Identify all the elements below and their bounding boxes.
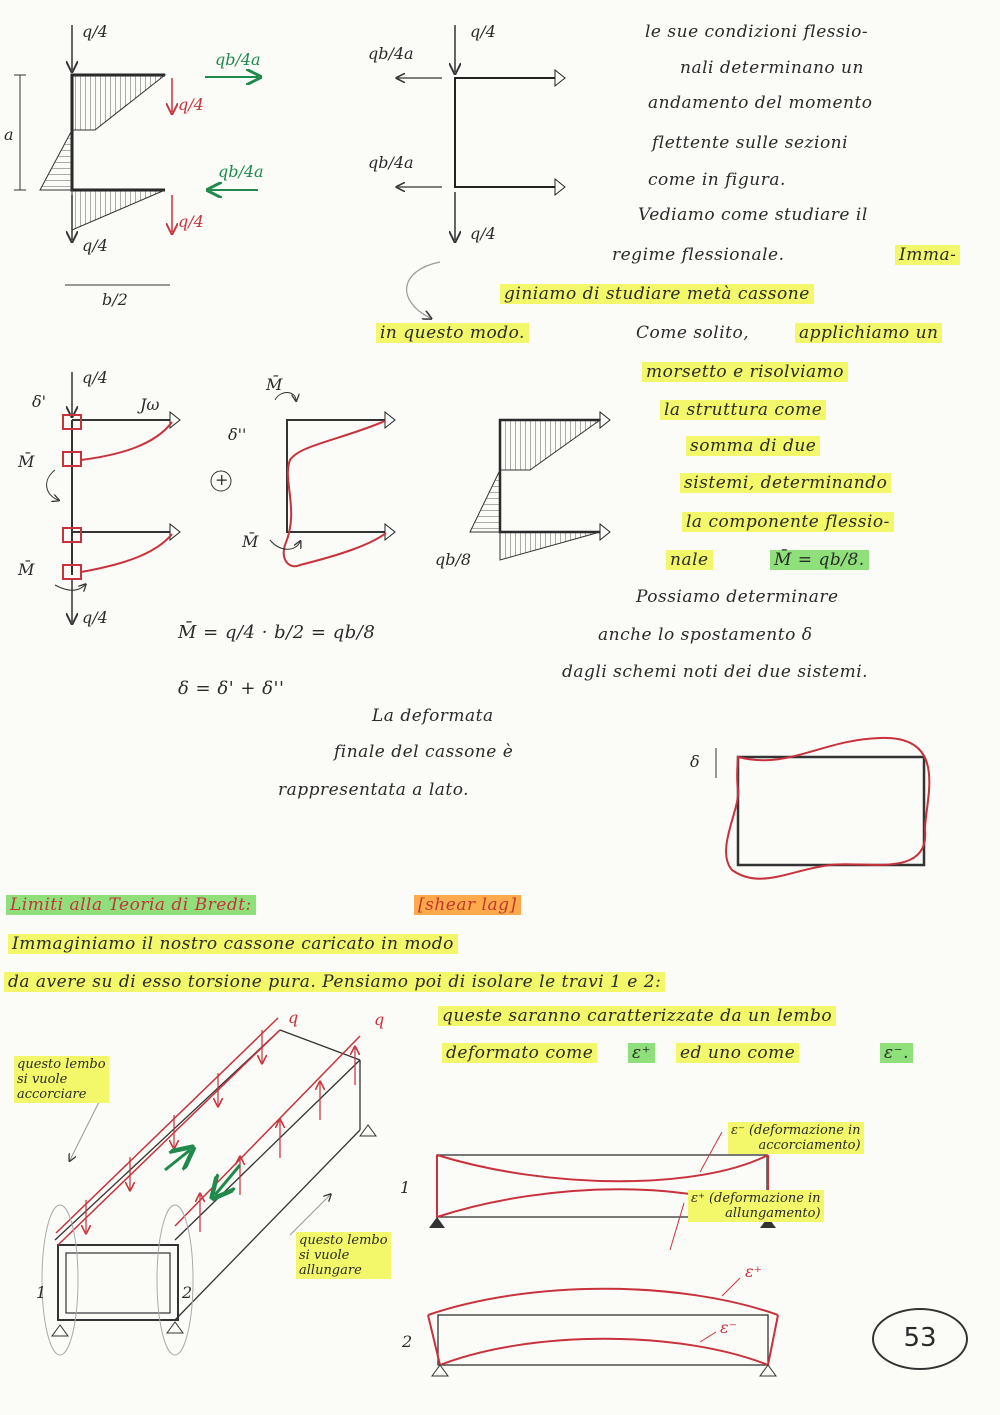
label-mbar-3: M̄ — [266, 375, 283, 394]
label-q4-fig3-top: q/4 — [82, 368, 108, 387]
label-plus: + — [215, 470, 229, 489]
label-q4-fig2-top: q/4 — [470, 22, 496, 41]
label-beam-1: 1 — [400, 1178, 411, 1197]
label-qb4a-bottom: qb/4a — [218, 162, 264, 181]
label-q4-red-bottom: q/4 — [178, 212, 204, 231]
label-delta: δ — [690, 752, 700, 771]
label-qb4a-fig2-top: qb/4a — [368, 44, 414, 63]
label-b2: b/2 — [102, 290, 128, 309]
text-line: andamento del momento — [648, 93, 873, 113]
fig-system-2 — [270, 393, 395, 567]
label-eps-minus-beam2: ε⁻ — [720, 1318, 738, 1337]
text-highlight-green: M̄ = qb/8. — [770, 550, 869, 570]
text-line: dagli schemi noti dei due sistemi. — [562, 662, 869, 682]
fig-system-1 — [47, 372, 231, 622]
equation-mbar: M̄ = q/4 · b/2 = qb/8 — [178, 622, 376, 643]
text-line: regime flessionale. — [612, 245, 785, 265]
text-highlight: Imma- — [895, 245, 960, 265]
label-qb8: qb/8 — [435, 550, 472, 569]
text-highlight: la componente flessio- — [682, 512, 894, 532]
text-highlight: la struttura come — [660, 400, 826, 420]
label-jw: Jω — [140, 395, 160, 414]
label-q4-bottom: q/4 — [82, 236, 108, 255]
note-long-fiber: questo lembo si vuole allungare — [296, 1232, 391, 1279]
fig-deformed-box — [716, 738, 929, 879]
text-highlight: morsetto e risolviamo — [642, 362, 848, 382]
fig-c-section — [398, 25, 565, 318]
text-line: Possiamo determinare — [636, 587, 839, 607]
label-q-left: q — [288, 1008, 299, 1027]
text-highlight: nale — [666, 550, 713, 570]
label-q4-fig2-bottom: q/4 — [470, 224, 496, 243]
text-highlight: somma di due — [686, 436, 820, 456]
label-q4-top: q/4 — [82, 22, 108, 41]
label-beam-2: 2 — [402, 1332, 413, 1351]
label-a: a — [4, 125, 14, 144]
label-beam-2-3d: 2 — [182, 1283, 193, 1302]
label-q4-red-top: q/4 — [178, 95, 204, 114]
text-highlight: queste saranno caratterizzate da un lembo — [438, 1006, 836, 1026]
text-highlight: Immaginiamo il nostro cassone caricato in modo — [8, 934, 458, 954]
text-line: come in figura. — [648, 170, 786, 190]
label-q4-fig3-bottom: q/4 — [82, 608, 108, 627]
label-mbar-4: M̄ — [242, 532, 259, 551]
text-line: nali determinano un — [680, 58, 864, 78]
label-qb4a-top: qb/4a — [215, 50, 261, 69]
label-ddprime: δ'' — [228, 425, 247, 444]
text-highlight: sistemi, determinando — [680, 473, 891, 493]
note-short-fiber: questo lembo si vuole accorciare — [14, 1056, 109, 1103]
label-dprime: δ' — [32, 392, 47, 411]
text-line: le sue condizioni flessio- — [645, 22, 869, 42]
text-highlight: deformato come — [442, 1043, 597, 1063]
label-q-right: q — [374, 1010, 385, 1029]
fig-system-3 — [470, 412, 610, 560]
text-highlight-green: ε⁻. — [880, 1043, 913, 1063]
text-highlight: in questo modo. — [376, 323, 529, 343]
equation-delta: δ = δ' + δ'' — [178, 678, 285, 699]
text-line: flettente sulle sezioni — [652, 133, 849, 153]
text-line: anche lo spostamento δ — [598, 625, 813, 645]
section-title-tag: [shear lag] — [414, 895, 521, 915]
page-number: 53 — [872, 1308, 968, 1370]
label-mbar-1: M̄ — [18, 452, 35, 471]
label-mbar-2: M̄ — [18, 560, 35, 579]
text-line: finale del cassone è — [334, 742, 514, 762]
note-eps-minus: ε⁻ (deformazione in accorciamento) — [728, 1122, 864, 1154]
label-eps-plus-beam2: ε⁺ — [745, 1262, 763, 1281]
text-highlight: ed uno come — [676, 1043, 799, 1063]
text-highlight: da avere su di esso torsione pura. Pensiamo poi di isolare le travi 1 e 2: — [4, 972, 665, 992]
text-line: La deformata — [372, 706, 494, 726]
label-beam-1-3d: 1 — [36, 1283, 47, 1302]
text-highlight: applichiamo un — [795, 323, 942, 343]
section-title: Limiti alla Teoria di Bredt: — [6, 895, 256, 915]
text-highlight: giniamo di studiare metà cassone — [500, 284, 814, 304]
note-eps-plus: ε⁺ (deformazione in allungamento) — [688, 1190, 824, 1222]
text-line: Vediamo come studiare il — [638, 205, 868, 225]
label-qb4a-fig2-bottom: qb/4a — [368, 153, 414, 172]
text-highlight-green: ε⁺ — [628, 1043, 655, 1063]
text-line: Come solito, — [636, 323, 750, 343]
text-line: rappresentata a lato. — [278, 780, 470, 800]
